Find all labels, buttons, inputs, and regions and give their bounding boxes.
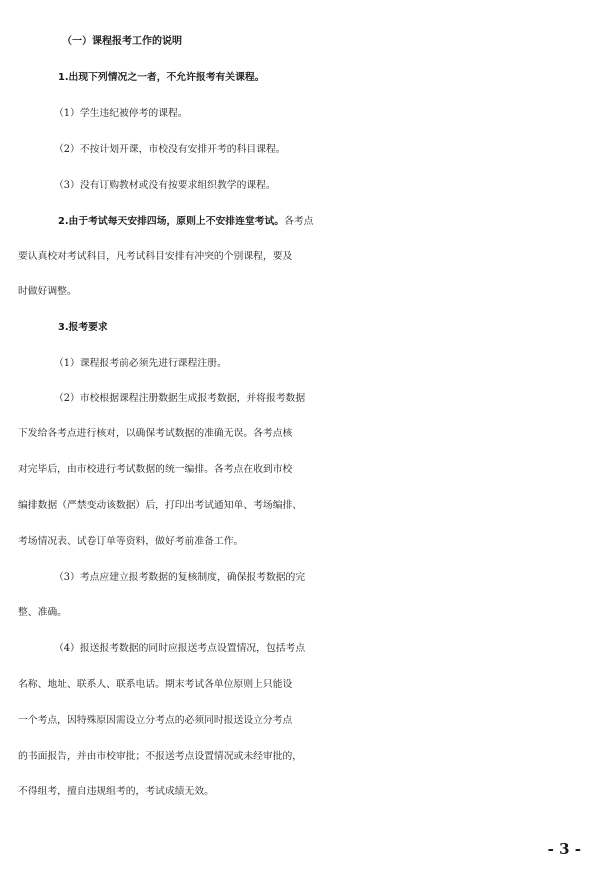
list-item: （2）不按计划开课，市校没有安排开考的科目课程。 [54, 144, 286, 155]
list-item: （3）没有订购教材或没有按要求组织教学的课程。 [54, 180, 276, 191]
paragraph-line: 考场情况表、试卷订单等资料，做好考前准备工作。 [18, 536, 244, 547]
paragraph-line: 的书面报告，并由市校审批；不报送考点设置情况或未经审批的， [18, 751, 303, 762]
subsection-2-paragraph [58, 210, 601, 234]
subsection-1-title: 1.出现下列情况之一者，不允许报考有关课程。 [58, 72, 265, 83]
paragraph-line: （3）考点应建立报考数据的复核制度，确保报考数据的完 [54, 572, 306, 583]
paragraph-text: 各考点 [284, 216, 314, 227]
page-number: - 3 - [547, 840, 581, 858]
paragraph-line: 不得组考，擅自违规组考的，考试成绩无效。 [18, 786, 214, 797]
paragraph-line: （4）报送报考数据的同时应报送考点设置情况，包括考点 [54, 643, 306, 654]
section-heading: （一）课程报考工作的说明 [62, 36, 182, 47]
subsection-3-title: 3.报考要求 [58, 322, 108, 333]
list-item: （1）学生违纪被停考的课程。 [54, 108, 188, 119]
paragraph-line: （1）课程报考前必须先进行课程注册。 [54, 358, 227, 369]
paragraph-line: 对完毕后，由市校进行考试数据的统一编排。各考点在收到市校 [18, 464, 293, 475]
paragraph-line: 一个考点，因特殊原因需设立分考点的必须同时报送设立分考点 [18, 715, 293, 726]
paragraph-line: （2）市校根据课程注册数据生成报考数据，并将报考数据 [54, 393, 306, 404]
paragraph-line: 编排数据（严禁变动该数据）后，打印出考试通知单、考场编排、 [18, 500, 303, 511]
paragraph-line: 名称、地址、联系人、联系电话。期末考试各单位原则上只能设 [18, 679, 293, 690]
subsection-2-bold: 2.由于考试每天安排四场，原则上不安排连堂考试。 [58, 216, 285, 227]
paragraph-line: 下发给各考点进行核对，以确保考试数据的准确无误。各考点核 [18, 428, 293, 439]
paragraph-line: 整、准确。 [18, 607, 67, 618]
paragraph-line: 要认真校对考试科目，凡考试科目安排有冲突的个别课程，要及 [18, 251, 293, 262]
paragraph-line: 时做好调整。 [18, 286, 77, 297]
